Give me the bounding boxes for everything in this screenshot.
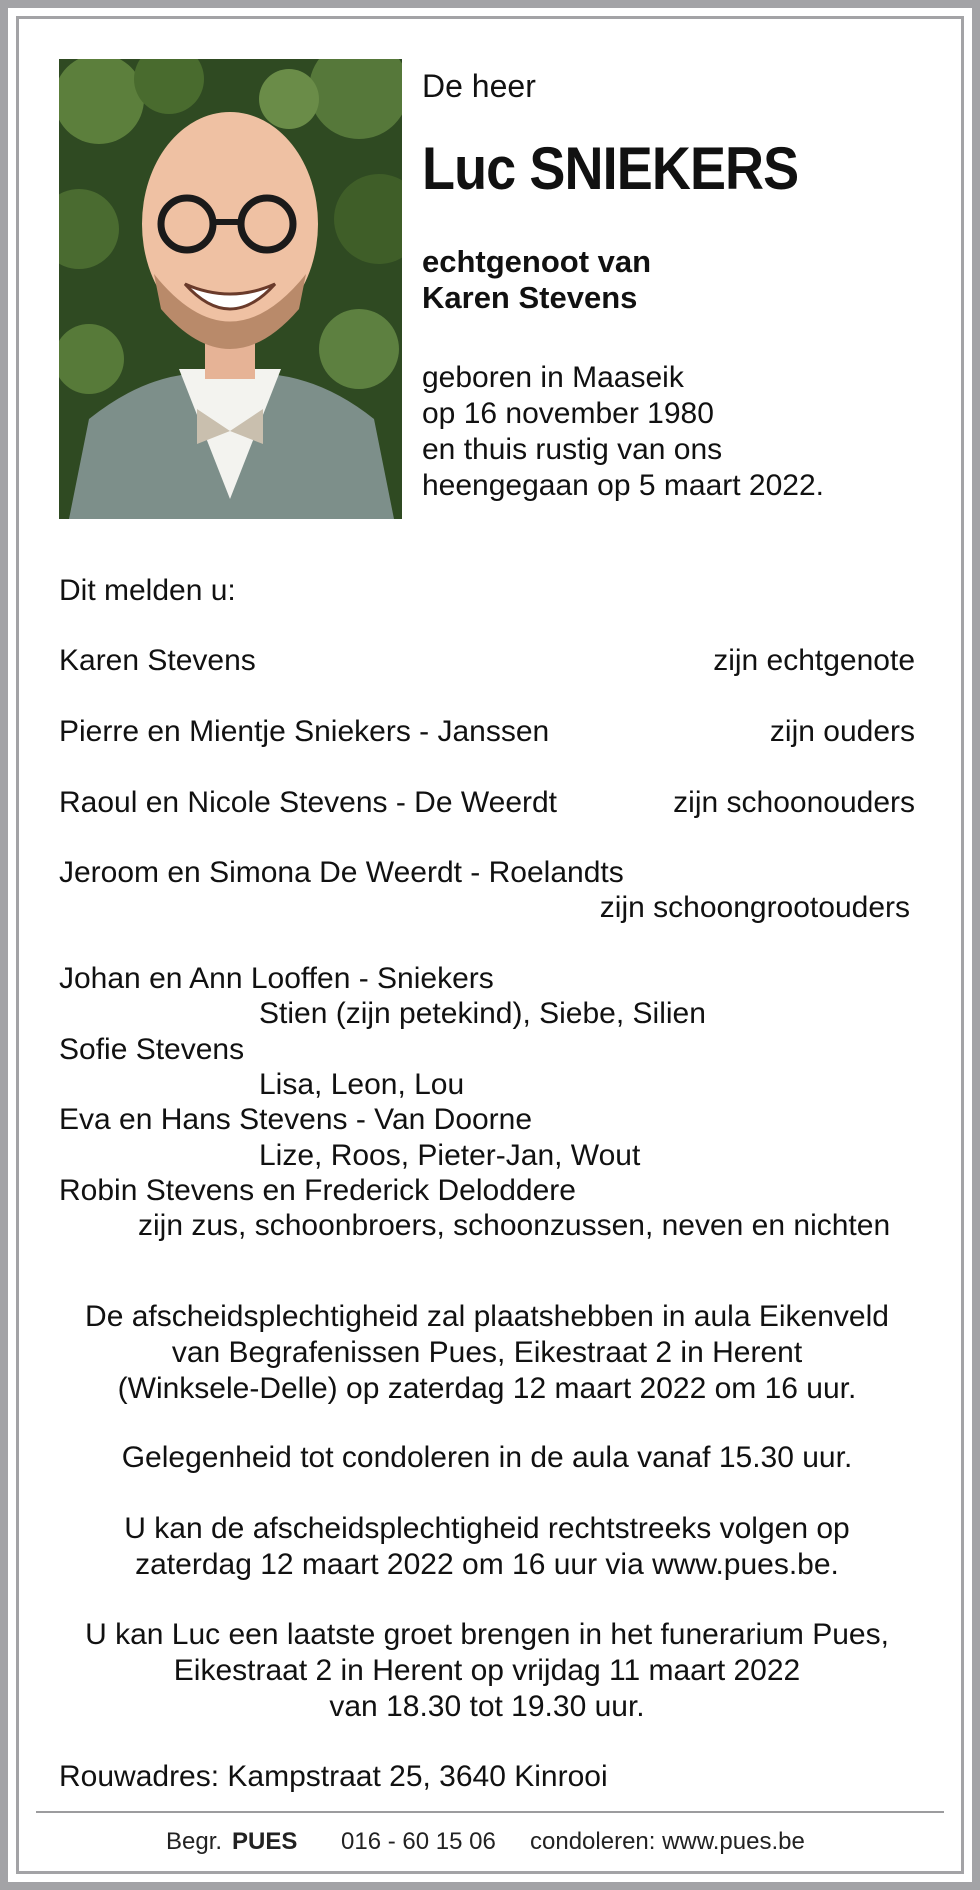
spouse-label: echtgenoot van xyxy=(422,244,652,279)
family-relation-2: zijn ouders xyxy=(769,715,915,748)
spouse-info xyxy=(422,244,651,316)
footer-phone: 016 - 60 15 06 xyxy=(341,1828,496,1855)
family-relation-4: zijn schoongrootouders xyxy=(599,891,910,924)
family-group-1-children: Stien (zijn petekind), Siebe, Silien xyxy=(259,997,706,1030)
birth-death-info xyxy=(422,360,824,504)
family-group-2-children: Lisa, Leon, Lou xyxy=(259,1068,465,1101)
footer-company: PUES xyxy=(232,1828,298,1855)
stream-info xyxy=(59,1511,915,1583)
ceremony-line-3: (Winksele-Delle) op zaterdag 12 maart 2022 om 16 uur. xyxy=(117,1372,857,1405)
footer-prefix: Begr. xyxy=(166,1828,223,1855)
family-name-4: Jeroom en Simona De Weerdt - Roelandts xyxy=(59,856,624,889)
family-relation-3: zijn schoonouders xyxy=(673,786,915,819)
death-date-line: heengegaan op 5 maart 2022. xyxy=(422,469,824,502)
visit-line-2: Eikestraat 2 in Herent op vrijdag 11 maart 2022 xyxy=(173,1654,801,1687)
family-name-1: Karen Stevens xyxy=(59,644,256,677)
family-group-3-children: Lize, Roos, Pieter-Jan, Wout xyxy=(259,1139,641,1172)
stream-line-1: U kan de afscheidsplechtigheid rechtstreeks volgen op xyxy=(124,1512,850,1545)
visit-info xyxy=(59,1617,915,1725)
family-relation-1: zijn echtgenote xyxy=(713,644,915,677)
announce-text: Dit melden u: xyxy=(59,574,236,607)
family-group-1-parents: Johan en Ann Looffen - Sniekers xyxy=(59,962,494,995)
spouse-name: Karen Stevens xyxy=(422,280,638,315)
portrait-photo xyxy=(59,59,402,519)
title-prefix: De heer xyxy=(422,68,536,104)
footer-divider xyxy=(36,1811,944,1813)
family-group-relation: zijn zus, schoonbroers, schoonzussen, neven en nichten xyxy=(138,1209,891,1242)
footer-website: condoleren: www.pues.be xyxy=(530,1828,805,1855)
deceased-name: Luc SNIEKERS xyxy=(422,135,799,202)
ceremony-line-1: De afscheidsplechtigheid zal plaatshebben in aula Eikenveld xyxy=(85,1300,889,1333)
mourning-address: Rouwadres: Kampstraat 25, 3640 Kinrooi xyxy=(59,1760,608,1793)
visit-line-3: van 18.30 tot 19.30 uur. xyxy=(329,1690,645,1723)
family-name-2: Pierre en Mientje Sniekers - Janssen xyxy=(59,715,550,748)
family-group-4-parents: Robin Stevens en Frederick Deloddere xyxy=(59,1174,576,1207)
visit-line-1: U kan Luc een laatste groet brengen in het funerarium Pues, xyxy=(85,1618,889,1651)
family-group-3-parents: Eva en Hans Stevens - Van Doorne xyxy=(59,1103,533,1136)
birth-line: geboren in Maaseik xyxy=(422,361,684,394)
death-line: en thuis rustig van ons xyxy=(422,433,723,466)
birth-date-line: op 16 november 1980 xyxy=(422,397,714,430)
family-name-3: Raoul en Nicole Stevens - De Weerdt xyxy=(59,786,558,819)
family-group-2-parents: Sofie Stevens xyxy=(59,1033,245,1066)
ceremony-info xyxy=(59,1299,915,1407)
condolence-info: Gelegenheid tot condoleren in de aula vanaf 15.30 uur. xyxy=(121,1441,853,1474)
ceremony-line-2: van Begrafenissen Pues, Eikestraat 2 in Herent xyxy=(171,1336,803,1369)
stream-line-2: zaterdag 12 maart 2022 om 16 uur via www.pues.be. xyxy=(135,1548,839,1581)
